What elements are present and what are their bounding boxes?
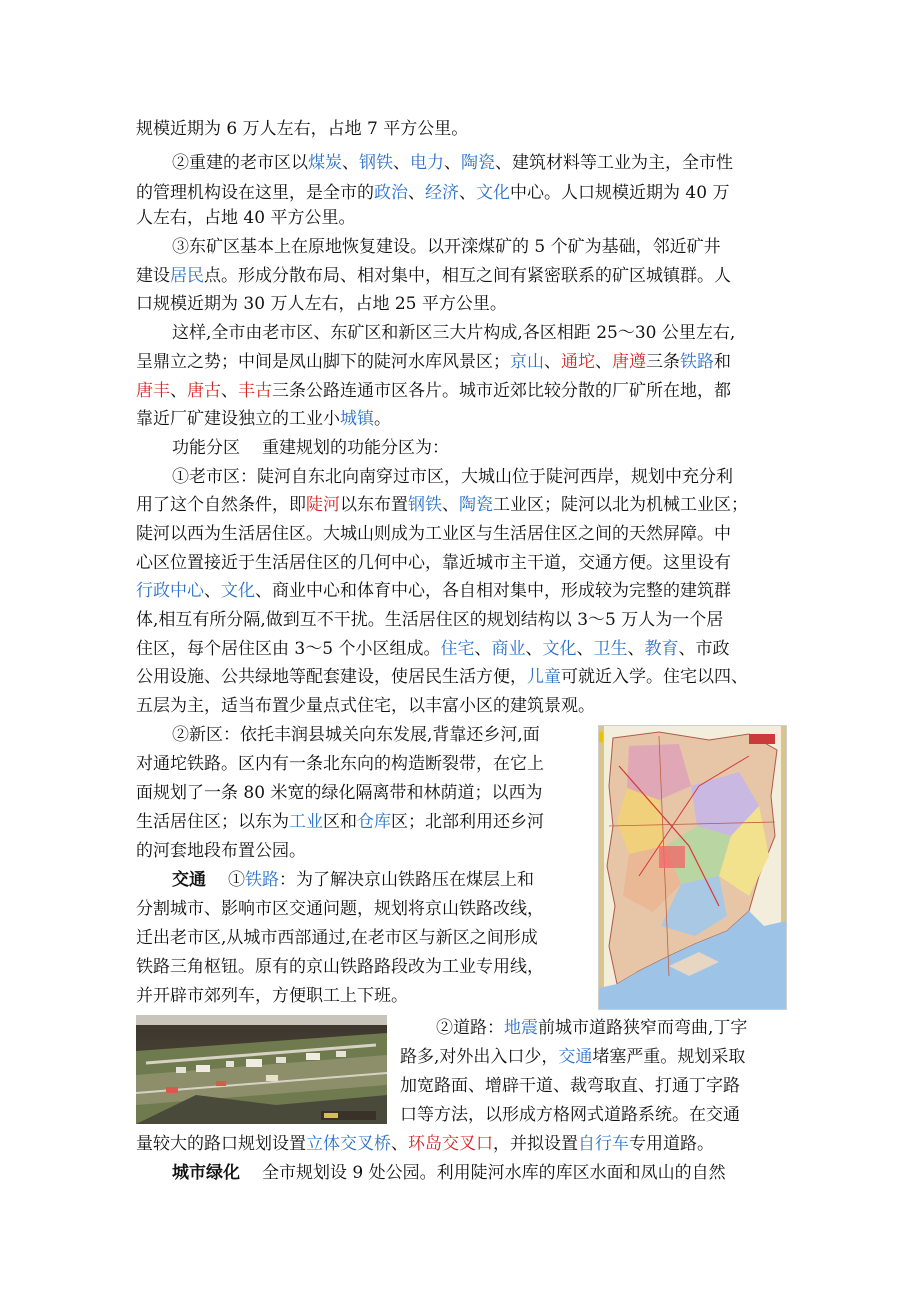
para7-line4: 生活居住区；以东为工业区和仓库区；北部利用还乡河	[136, 812, 544, 832]
para7-line3: 面规划了一条 80 米宽的绿化隔离带和林荫道；以西为	[136, 783, 543, 803]
section-heading-zoning: 功能分区	[172, 438, 240, 458]
link-railway-2[interactable]: 铁路	[245, 870, 279, 890]
link-housing[interactable]: 住宅	[440, 639, 475, 659]
section-heading-greening: 城市绿化	[172, 1163, 240, 1183]
link-admin-center[interactable]: 行政中心	[136, 581, 204, 601]
para6-line6: 体,相互有所分隔,做到互不干扰。生活居住区的规划结构以 3～5 万人为一个居	[136, 610, 724, 630]
link-culture-2[interactable]: 文化	[221, 581, 255, 601]
para2-line3: 人左右，占地 40 平方公里。	[136, 208, 356, 228]
para3-line3: 口规模近期为 30 万人左右，占地 25 平方公里。	[136, 294, 507, 314]
para7-line2: 对通坨铁路。区内有一条北东向的构造断裂带，在它上	[136, 754, 544, 774]
link-douhe[interactable]: 陡河	[306, 495, 340, 515]
link-ceramics-2[interactable]: 陶瓷	[459, 495, 493, 515]
para5-line1: 功能分区 重建规划的功能分区为：	[172, 438, 449, 458]
para1-line1: 规模近期为 6 万人左右，占地 7 平方公里。	[136, 119, 469, 139]
link-warehouse[interactable]: 仓库	[357, 812, 391, 832]
link-economy[interactable]: 经济	[425, 183, 459, 203]
link-roundabout[interactable]: 环岛交叉口	[408, 1134, 493, 1154]
link-tangfeng[interactable]: 唐丰	[136, 381, 170, 401]
model-photo-graphic	[136, 1015, 387, 1124]
para8-line4: 铁路三角枢钮。原有的京山铁路路段改为工业专用线，	[136, 957, 544, 977]
para8-line1: 交通 ①铁路：为了解决京山铁路压在煤层上和	[172, 870, 534, 890]
para4-line3: 唐丰、唐古、丰古三条公路连通市区各片。城市近郊比较分散的厂矿所在地，都	[136, 381, 731, 401]
para6-line8: 公用设施、公共绿地等配套建设，使居民生活方便，儿童可就近入学。住宅以四、	[136, 667, 748, 687]
link-culture-3[interactable]: 文化	[542, 639, 577, 659]
city-model-photo	[136, 1015, 387, 1124]
link-steel-2[interactable]: 钢铁	[408, 495, 442, 515]
link-coal[interactable]: 煤炭	[308, 153, 342, 173]
para6-line7: 住区，每个居住区由 3～5 个小区组成。住宅、商业、文化、卫生、教育、市政	[136, 639, 730, 659]
para10-line1: 城市绿化 全市规划设 9 处公园。利用陡河水库的库区水面和凤山的自然	[172, 1163, 726, 1183]
para4-line4: 靠近厂矿建设独立的工业小城镇。	[136, 409, 391, 429]
link-politics[interactable]: 政治	[374, 183, 408, 203]
para3-line2: 建设居民点。形成分散布局、相对集中，相互之间有紧密联系的矿区城镇群。人	[136, 266, 731, 286]
para8-line2: 分割城市、影响市区交通问题，规划将京山铁路改线，	[136, 899, 544, 919]
city-map-image	[598, 725, 787, 1010]
link-ceramics[interactable]: 陶瓷	[461, 153, 495, 173]
para6-line4: 心区位置接近于生活居住区的几何中心，靠近城市主干道，交通方便。这里设有	[136, 553, 731, 573]
para9-line4: 口等方法，以形成方格网式道路系统。在交通	[400, 1105, 740, 1125]
section-heading-transport: 交通	[172, 870, 206, 890]
para3-line1: ③东矿区基本上在原地恢复建设。以开滦煤矿的 5 个矿为基础，邻近矿井	[172, 237, 721, 257]
link-traffic[interactable]: 交通	[558, 1047, 593, 1067]
link-jingshan[interactable]: 京山	[510, 352, 544, 372]
para2-line2: 的管理机构设在这里，是全市的政治、经济、文化中心。人口规模近期为 40 万	[136, 183, 730, 203]
link-town[interactable]: 城镇	[340, 409, 374, 429]
link-overpass[interactable]: 立体交叉桥	[306, 1134, 391, 1154]
para6-line1: ①老市区：陡河自东北向南穿过市区，大城山位于陡河西岸，规划中充分利	[172, 467, 733, 487]
map-graphic	[599, 726, 786, 1009]
para2-line1: ②重建的老市区以煤炭、钢铁、电力、陶瓷、建筑材料等工业为主，全市性	[172, 153, 733, 173]
para6-line2: 用了这个自然条件，即陡河以东布置钢铁、陶瓷工业区；陡河以北为机械工业区；	[136, 495, 748, 515]
link-health[interactable]: 卫生	[593, 639, 628, 659]
link-commerce[interactable]: 商业	[491, 639, 526, 659]
link-steel[interactable]: 钢铁	[359, 153, 393, 173]
para9-line3: 加宽路面、增辟干道、裁弯取直、打通丁字路	[400, 1076, 740, 1096]
para6-line3: 陡河以西为生活居住区。大城山则成为工业区与生活居住区之间的天然屏障。中	[136, 524, 731, 544]
link-tangzun[interactable]: 唐遵	[612, 352, 646, 372]
link-tongtuo[interactable]: 通坨	[561, 352, 595, 372]
para4-line1: 这样,全市由老市区、东矿区和新区三大片构成,各区相距 25～30 公里左右,	[172, 323, 736, 343]
para8-line5: 并开辟市郊列车，方便职工上下班。	[136, 986, 408, 1006]
link-tanggu[interactable]: 唐古	[187, 381, 221, 401]
link-education[interactable]: 教育	[644, 639, 679, 659]
para9-line1: ②道路：地震前城市道路狭窄而弯曲,丁字	[436, 1018, 748, 1038]
para6-line9: 五层为主，适当布置少量点式住宅，以丰富小区的建筑景观。	[136, 696, 595, 716]
link-children[interactable]: 儿童	[527, 667, 561, 687]
para7-line5: 的河套地段布置公园。	[136, 841, 306, 861]
para9-line5: 量较大的路口规划设置立体交叉桥、环岛交叉口，并拟设置自行车专用道路。	[136, 1134, 714, 1154]
link-fenggu[interactable]: 丰古	[238, 381, 272, 401]
link-culture[interactable]: 文化	[476, 183, 510, 203]
para4-line2: 呈鼎立之势；中间是凤山脚下的陡河水库风景区；京山、通坨、唐遵三条铁路和	[136, 352, 731, 372]
link-electricity[interactable]: 电力	[410, 153, 444, 173]
link-industry[interactable]: 工业	[289, 812, 323, 832]
para9-line2: 路多,对外出入口少，交通堵塞严重。规划采取	[400, 1047, 746, 1067]
link-earthquake[interactable]: 地震	[504, 1018, 538, 1038]
para6-line5: 行政中心、文化、商业中心和体育中心，各自相对集中，形成较为完整的建筑群	[136, 581, 731, 601]
para7-line1: ②新区：依托丰润县城关向东发展,背靠还乡河,面	[172, 725, 540, 745]
para8-line3: 迁出老市区,从城市西部通过,在老市区与新区之间形成	[136, 928, 538, 948]
link-bicycle[interactable]: 自行车	[578, 1134, 629, 1154]
link-residents[interactable]: 居民	[170, 266, 204, 286]
link-railway[interactable]: 铁路	[680, 352, 714, 372]
